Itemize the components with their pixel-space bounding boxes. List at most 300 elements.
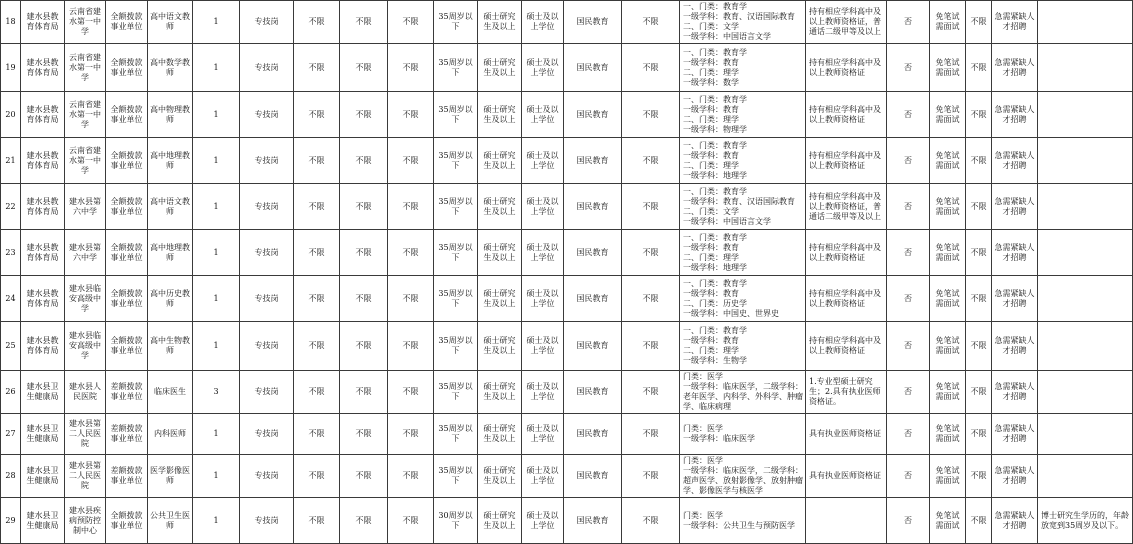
unit-nature-cell bbox=[106, 371, 148, 414]
requirement-cell-text: 不限 bbox=[642, 109, 659, 119]
major-requirement-cell bbox=[680, 138, 806, 184]
requirement-cell bbox=[388, 371, 434, 414]
hire-count-cell-text: 1 bbox=[213, 201, 219, 211]
employer-unit-cell-text: 建水县疾病预防控制中心 bbox=[69, 505, 101, 535]
remark-cell bbox=[1038, 44, 1133, 92]
degree-cell bbox=[522, 322, 564, 371]
post-name-cell-text: 内科医师 bbox=[154, 429, 186, 438]
requirement-cell-text: 不限 bbox=[402, 109, 419, 119]
requirement-cell bbox=[294, 371, 340, 414]
employer-unit-cell bbox=[65, 92, 106, 138]
household-restriction-cell-text: 否 bbox=[904, 387, 912, 396]
education-cell bbox=[478, 371, 522, 414]
major-line: 一级学科：地理学 bbox=[683, 262, 747, 272]
table-row bbox=[1, 455, 1133, 498]
exam-method-cell-text: 免笔试需面试 bbox=[935, 12, 960, 31]
remark-cell bbox=[1038, 138, 1133, 184]
requirement-cell bbox=[340, 92, 388, 138]
other-conditions-cell-text: 持有相应学科高中及以上教师资格证 bbox=[809, 150, 881, 170]
post-type-cell bbox=[240, 230, 294, 276]
degree-cell-text: 硕士及以上学位 bbox=[526, 242, 559, 262]
major-line: 学、影像医学与核医学 bbox=[683, 486, 763, 495]
requirement-cell-text: 不限 bbox=[355, 341, 372, 350]
department-cell-text: 建水县卫生健康局 bbox=[26, 424, 59, 443]
table-row bbox=[1, 414, 1133, 455]
exam-method-cell bbox=[930, 92, 966, 138]
department-cell bbox=[21, 322, 65, 371]
requirement-cell bbox=[340, 498, 388, 544]
education-cell bbox=[478, 184, 522, 230]
remark-cell bbox=[1038, 92, 1133, 138]
requirement-cell-text: 不限 bbox=[642, 293, 659, 303]
department-cell-text: 建水县教育体育局 bbox=[26, 150, 59, 170]
department-cell-text: 建水县卫生健康局 bbox=[26, 382, 59, 401]
remark-cell-text: 博士研究生学历的，年龄放宽到35周岁及以下。 bbox=[1041, 510, 1129, 530]
requirement-cell-text: 不限 bbox=[308, 17, 325, 26]
major-line: 一级学科：生物学 bbox=[683, 356, 747, 365]
major-line: 一级学科：临床医学，二级学科： bbox=[683, 466, 803, 475]
hire-count-cell-text: 1 bbox=[213, 515, 219, 525]
age-limit-cell-text: 35周岁以下 bbox=[438, 466, 473, 485]
recruit-category-cell bbox=[992, 322, 1038, 371]
employer-unit-cell bbox=[65, 455, 106, 498]
recruit-category-cell-text: 急需紧缺人才招聘 bbox=[994, 196, 1035, 216]
row-number-text: 25 bbox=[5, 341, 16, 350]
household-restriction-cell bbox=[887, 92, 930, 138]
post-type-cell-text: 专技岗 bbox=[254, 155, 279, 165]
education-cell-text: 硕士研究生及以上 bbox=[483, 12, 516, 31]
degree-cell-text: 硕士及以上学位 bbox=[526, 150, 559, 170]
education-cell-text: 硕士研究生及以上 bbox=[483, 242, 516, 262]
age-limit-cell bbox=[434, 498, 478, 544]
requirement-cell bbox=[340, 276, 388, 322]
education-type-cell bbox=[564, 455, 622, 498]
table-row bbox=[1, 371, 1133, 414]
row-number bbox=[1, 371, 21, 414]
education-type-cell-text: 国民教育 bbox=[576, 155, 609, 165]
major-line: 一级学科：中国语言文学 bbox=[683, 216, 771, 226]
other-conditions-cell bbox=[806, 44, 887, 92]
other-conditions-cell-text: 持有相应学科高中及以上教师资格证，普通话二级甲等及以上 bbox=[809, 7, 881, 36]
post-name-cell bbox=[148, 92, 193, 138]
remark-cell bbox=[1038, 371, 1133, 414]
remark-cell bbox=[1038, 414, 1133, 455]
recruit-category-cell bbox=[992, 230, 1038, 276]
hire-count-cell bbox=[193, 276, 240, 322]
hire-count-cell-text: 3 bbox=[213, 387, 219, 396]
post-name-cell bbox=[148, 371, 193, 414]
department-cell bbox=[21, 138, 65, 184]
employer-unit-cell-text: 云南省建水第一中学 bbox=[69, 7, 101, 36]
major-requirement-cell bbox=[680, 322, 806, 371]
requirement-cell-text: 不限 bbox=[970, 515, 987, 525]
recruit-category-cell bbox=[992, 371, 1038, 414]
household-restriction-cell-text: 否 bbox=[904, 341, 912, 350]
requirement-cell bbox=[294, 138, 340, 184]
household-restriction-cell-text: 否 bbox=[904, 247, 912, 257]
requirement-cell bbox=[966, 138, 992, 184]
other-conditions-cell bbox=[806, 276, 887, 322]
degree-cell-text: 硕士及以上学位 bbox=[526, 424, 559, 443]
employer-unit-cell bbox=[65, 371, 106, 414]
post-name-cell bbox=[148, 322, 193, 371]
post-type-cell bbox=[240, 1, 294, 44]
requirement-cell bbox=[966, 184, 992, 230]
requirement-cell-text: 不限 bbox=[970, 201, 987, 211]
requirement-cell-text: 不限 bbox=[402, 341, 419, 350]
major-line: 一、门类：教育学 bbox=[683, 232, 747, 242]
exam-method-cell-text: 免笔试需面试 bbox=[935, 288, 960, 308]
employer-unit-cell bbox=[65, 414, 106, 455]
requirement-cell bbox=[294, 92, 340, 138]
major-line: 二、门类：理学 bbox=[683, 252, 739, 262]
household-restriction-cell bbox=[887, 1, 930, 44]
row-number-text: 24 bbox=[5, 293, 16, 303]
major-line: 门类：医学 bbox=[683, 456, 723, 465]
recruit-category-cell-text: 急需紧缺人才招聘 bbox=[994, 336, 1035, 355]
requirement-cell bbox=[294, 184, 340, 230]
degree-cell bbox=[522, 414, 564, 455]
requirement-cell bbox=[966, 371, 992, 414]
major-line: 二、门类：理学 bbox=[683, 160, 739, 170]
requirement-cell bbox=[966, 230, 992, 276]
requirement-cell bbox=[622, 276, 680, 322]
requirement-cell-text: 不限 bbox=[642, 429, 659, 438]
hire-count-cell bbox=[193, 498, 240, 544]
age-limit-cell-text: 35周岁以下 bbox=[438, 336, 473, 355]
education-cell bbox=[478, 455, 522, 498]
education-type-cell-text: 国民教育 bbox=[576, 201, 609, 211]
degree-cell-text: 硕士及以上学位 bbox=[526, 382, 559, 401]
employer-unit-cell bbox=[65, 184, 106, 230]
other-conditions-cell bbox=[806, 322, 887, 371]
table-row bbox=[1, 44, 1133, 92]
major-line: 一级学科：公共卫生与预防医学 bbox=[683, 520, 795, 530]
requirement-cell bbox=[966, 322, 992, 371]
degree-cell bbox=[522, 184, 564, 230]
employer-unit-cell-text: 建水县临安高级中学 bbox=[69, 331, 101, 360]
employer-unit-cell bbox=[65, 1, 106, 44]
requirement-cell bbox=[966, 92, 992, 138]
requirement-cell-text: 不限 bbox=[642, 247, 659, 257]
row-number bbox=[1, 138, 21, 184]
degree-cell bbox=[522, 1, 564, 44]
table-row bbox=[1, 322, 1133, 371]
exam-method-cell bbox=[930, 1, 966, 44]
table-row bbox=[1, 138, 1133, 184]
row-number bbox=[1, 322, 21, 371]
requirement-cell bbox=[622, 184, 680, 230]
education-cell bbox=[478, 414, 522, 455]
requirement-cell bbox=[294, 1, 340, 44]
department-cell bbox=[21, 276, 65, 322]
recruit-category-cell-text: 急需紧缺人才招聘 bbox=[994, 382, 1035, 401]
requirement-cell bbox=[622, 414, 680, 455]
requirement-cell bbox=[340, 414, 388, 455]
row-number bbox=[1, 230, 21, 276]
post-name-cell bbox=[148, 138, 193, 184]
recruit-category-cell-text: 急需紧缺人才招聘 bbox=[994, 104, 1035, 124]
age-limit-cell bbox=[434, 92, 478, 138]
recruit-category-cell-text: 急需紧缺人才招聘 bbox=[994, 510, 1035, 530]
post-type-cell bbox=[240, 414, 294, 455]
requirement-cell-text: 不限 bbox=[402, 293, 419, 303]
remark-cell bbox=[1038, 322, 1133, 371]
education-cell-text: 硕士研究生及以上 bbox=[483, 424, 516, 443]
education-cell bbox=[478, 276, 522, 322]
education-cell bbox=[478, 322, 522, 371]
requirement-cell-text: 不限 bbox=[308, 62, 325, 72]
requirement-cell bbox=[388, 498, 434, 544]
requirement-cell bbox=[294, 276, 340, 322]
post-type-cell bbox=[240, 455, 294, 498]
hire-count-cell-text: 1 bbox=[213, 471, 219, 480]
major-line: 一级学科：中国史、世界史 bbox=[683, 308, 779, 318]
hire-count-cell bbox=[193, 1, 240, 44]
employer-unit-cell bbox=[65, 44, 106, 92]
requirement-cell-text: 不限 bbox=[642, 17, 659, 26]
employer-unit-cell-text: 云南省建水第一中学 bbox=[69, 145, 101, 175]
age-limit-cell bbox=[434, 230, 478, 276]
requirement-cell bbox=[388, 414, 434, 455]
degree-cell bbox=[522, 92, 564, 138]
household-restriction-cell bbox=[887, 371, 930, 414]
post-name-cell-text: 高中语文教师 bbox=[150, 12, 190, 31]
other-conditions-cell bbox=[806, 92, 887, 138]
remark-cell bbox=[1038, 230, 1133, 276]
recruit-category-cell bbox=[992, 414, 1038, 455]
department-cell bbox=[21, 1, 65, 44]
requirement-cell bbox=[622, 230, 680, 276]
major-line: 二、门类：理学 bbox=[683, 114, 739, 124]
education-type-cell bbox=[564, 371, 622, 414]
requirement-cell-text: 不限 bbox=[402, 515, 419, 525]
major-requirement-cell bbox=[680, 414, 806, 455]
age-limit-cell-text: 35周岁以下 bbox=[438, 382, 473, 401]
department-cell-text: 建水县教育体育局 bbox=[26, 104, 59, 124]
requirement-cell-text: 不限 bbox=[355, 109, 372, 119]
requirement-cell-text: 不限 bbox=[970, 109, 987, 119]
major-line: 一、门类：教育学 bbox=[683, 2, 747, 11]
unit-nature-cell bbox=[106, 322, 148, 371]
age-limit-cell-text: 35周岁以下 bbox=[438, 424, 473, 443]
household-restriction-cell-text: 否 bbox=[904, 201, 912, 211]
recruit-category-cell-text: 急需紧缺人才招聘 bbox=[994, 57, 1035, 77]
hire-count-cell bbox=[193, 322, 240, 371]
major-line: 一、门类：教育学 bbox=[683, 278, 747, 288]
post-type-cell-text: 专技岗 bbox=[254, 201, 279, 211]
exam-method-cell-text: 免笔试需面试 bbox=[935, 104, 960, 124]
hire-count-cell-text: 1 bbox=[213, 293, 219, 303]
post-type-cell-text: 专技岗 bbox=[254, 247, 279, 257]
household-restriction-cell bbox=[887, 230, 930, 276]
major-line: 超声医学、放射影像学、放射肿瘤 bbox=[683, 476, 803, 485]
age-limit-cell bbox=[434, 1, 478, 44]
unit-nature-cell bbox=[106, 276, 148, 322]
table-row bbox=[1, 1, 1133, 44]
other-conditions-cell bbox=[806, 455, 887, 498]
requirement-cell-text: 不限 bbox=[970, 17, 987, 26]
requirement-cell bbox=[622, 92, 680, 138]
employer-unit-cell-text: 建水县第六中学 bbox=[69, 196, 101, 216]
age-limit-cell bbox=[434, 276, 478, 322]
degree-cell bbox=[522, 455, 564, 498]
requirement-cell bbox=[388, 322, 434, 371]
department-cell-text: 建水县教育体育局 bbox=[26, 336, 59, 355]
education-cell bbox=[478, 92, 522, 138]
major-line: 一级学科：教育、汉语国际教育 bbox=[683, 12, 795, 21]
table-row bbox=[1, 230, 1133, 276]
major-line: 一级学科：教育 bbox=[683, 336, 739, 345]
requirement-cell-text: 不限 bbox=[308, 155, 325, 165]
degree-cell bbox=[522, 276, 564, 322]
employer-unit-cell bbox=[65, 498, 106, 544]
post-name-cell bbox=[148, 1, 193, 44]
requirement-cell bbox=[388, 184, 434, 230]
major-line: 一级学科：中国语言文学 bbox=[683, 32, 771, 41]
recruit-category-cell-text: 急需紧缺人才招聘 bbox=[994, 12, 1035, 31]
unit-nature-cell bbox=[106, 414, 148, 455]
requirement-cell bbox=[966, 498, 992, 544]
exam-method-cell bbox=[930, 371, 966, 414]
requirement-cell bbox=[388, 230, 434, 276]
major-line: 一、门类：教育学 bbox=[683, 326, 747, 335]
age-limit-cell-text: 35周岁以下 bbox=[438, 12, 473, 31]
requirement-cell bbox=[622, 371, 680, 414]
employer-unit-cell-text: 建水县人民医院 bbox=[69, 382, 101, 401]
age-limit-cell bbox=[434, 455, 478, 498]
other-conditions-cell-text: 1.专业型硕士研究生；2.具有执业医师资格证。 bbox=[809, 377, 881, 406]
age-limit-cell-text: 35周岁以下 bbox=[438, 288, 473, 308]
recruit-category-cell-text: 急需紧缺人才招聘 bbox=[994, 288, 1035, 308]
post-name-cell bbox=[148, 184, 193, 230]
requirement-cell bbox=[622, 138, 680, 184]
major-line: 二、门类：文学 bbox=[683, 206, 739, 216]
education-cell bbox=[478, 498, 522, 544]
unit-nature-cell-text: 全额拨款事业单位 bbox=[110, 57, 143, 77]
remark-cell bbox=[1038, 184, 1133, 230]
education-type-cell-text: 国民教育 bbox=[576, 341, 609, 350]
department-cell-text: 建水县教育体育局 bbox=[26, 196, 59, 216]
remark-cell bbox=[1038, 276, 1133, 322]
post-type-cell-text: 专技岗 bbox=[254, 293, 279, 303]
major-requirement-cell bbox=[680, 276, 806, 322]
requirement-cell-text: 不限 bbox=[308, 471, 325, 480]
age-limit-cell bbox=[434, 138, 478, 184]
education-type-cell bbox=[564, 414, 622, 455]
major-line: 一级学科：物理学 bbox=[683, 124, 747, 134]
other-conditions-cell bbox=[806, 138, 887, 184]
post-name-cell bbox=[148, 414, 193, 455]
row-number bbox=[1, 498, 21, 544]
other-conditions-cell bbox=[806, 371, 887, 414]
exam-method-cell-text: 免笔试需面试 bbox=[935, 424, 960, 443]
department-cell bbox=[21, 230, 65, 276]
major-line: 门类：医学 bbox=[683, 424, 723, 433]
hire-count-cell-text: 1 bbox=[213, 247, 219, 257]
employer-unit-cell bbox=[65, 230, 106, 276]
exam-method-cell bbox=[930, 230, 966, 276]
hire-count-cell-text: 1 bbox=[213, 155, 219, 165]
department-cell-text: 建水县教育体育局 bbox=[26, 242, 59, 262]
exam-method-cell-text: 免笔试需面试 bbox=[935, 466, 960, 485]
post-type-cell bbox=[240, 498, 294, 544]
hire-count-cell bbox=[193, 92, 240, 138]
age-limit-cell-text: 35周岁以下 bbox=[438, 196, 473, 216]
major-line: 一级学科：教育 bbox=[683, 150, 739, 160]
education-cell-text: 硕士研究生及以上 bbox=[483, 336, 516, 355]
hire-count-cell-text: 1 bbox=[213, 62, 219, 72]
recruit-category-cell bbox=[992, 92, 1038, 138]
age-limit-cell bbox=[434, 184, 478, 230]
education-type-cell bbox=[564, 44, 622, 92]
requirement-cell-text: 不限 bbox=[970, 387, 987, 396]
requirement-cell-text: 不限 bbox=[402, 62, 419, 72]
department-cell bbox=[21, 455, 65, 498]
post-name-cell-text: 高中物理教师 bbox=[150, 104, 190, 124]
degree-cell-text: 硕士及以上学位 bbox=[526, 336, 559, 355]
requirement-cell bbox=[966, 414, 992, 455]
unit-nature-cell bbox=[106, 230, 148, 276]
household-restriction-cell-text: 否 bbox=[904, 293, 912, 303]
row-number-text: 20 bbox=[5, 109, 16, 119]
row-number bbox=[1, 455, 21, 498]
unit-nature-cell-text: 差额拨款事业单位 bbox=[110, 466, 143, 485]
remark-cell bbox=[1038, 498, 1133, 544]
row-number bbox=[1, 1, 21, 44]
hire-count-cell-text: 1 bbox=[213, 341, 219, 350]
major-line: 一级学科：教育 bbox=[683, 57, 739, 67]
exam-method-cell-text: 免笔试需面试 bbox=[935, 336, 960, 355]
unit-nature-cell-text: 差额拨款事业单位 bbox=[110, 382, 143, 401]
department-cell-text: 建水县教育体育局 bbox=[26, 288, 59, 308]
requirement-cell bbox=[294, 322, 340, 371]
education-type-cell bbox=[564, 230, 622, 276]
requirement-cell-text: 不限 bbox=[642, 387, 659, 396]
major-requirement-cell bbox=[680, 230, 806, 276]
recruit-category-cell bbox=[992, 276, 1038, 322]
household-restriction-cell bbox=[887, 322, 930, 371]
household-restriction-cell-text: 否 bbox=[904, 109, 912, 119]
department-cell bbox=[21, 371, 65, 414]
employer-unit-cell-text: 建水县临安高级中学 bbox=[69, 283, 101, 313]
unit-nature-cell-text: 全额拨款事业单位 bbox=[110, 242, 143, 262]
other-conditions-cell-text: 具有执业医师资格证 bbox=[809, 471, 881, 480]
education-type-cell-text: 国民教育 bbox=[576, 387, 609, 396]
household-restriction-cell-text: 否 bbox=[904, 17, 912, 26]
requirement-cell-text: 不限 bbox=[642, 155, 659, 165]
post-name-cell-text: 临床医生 bbox=[154, 387, 186, 396]
employer-unit-cell bbox=[65, 276, 106, 322]
household-restriction-cell bbox=[887, 498, 930, 544]
row-number-text: 29 bbox=[5, 515, 16, 525]
other-conditions-cell-text: 持有相应学科高中及以上教师资格证 bbox=[809, 57, 881, 77]
major-line: 二、门类：理学 bbox=[683, 67, 739, 77]
recruit-category-cell bbox=[992, 1, 1038, 44]
post-type-cell bbox=[240, 44, 294, 92]
exam-method-cell-text: 免笔试需面试 bbox=[935, 150, 960, 170]
education-type-cell-text: 国民教育 bbox=[576, 429, 609, 438]
education-type-cell-text: 国民教育 bbox=[576, 109, 609, 119]
education-cell-text: 硕士研究生及以上 bbox=[483, 196, 516, 216]
education-type-cell-text: 国民教育 bbox=[576, 471, 609, 480]
education-type-cell bbox=[564, 1, 622, 44]
department-cell-text: 建水县教育体育局 bbox=[26, 12, 59, 31]
row-number bbox=[1, 276, 21, 322]
recruit-category-cell-text: 急需紧缺人才招聘 bbox=[994, 242, 1035, 262]
education-type-cell bbox=[564, 498, 622, 544]
major-line: 一级学科：教育 bbox=[683, 242, 739, 252]
